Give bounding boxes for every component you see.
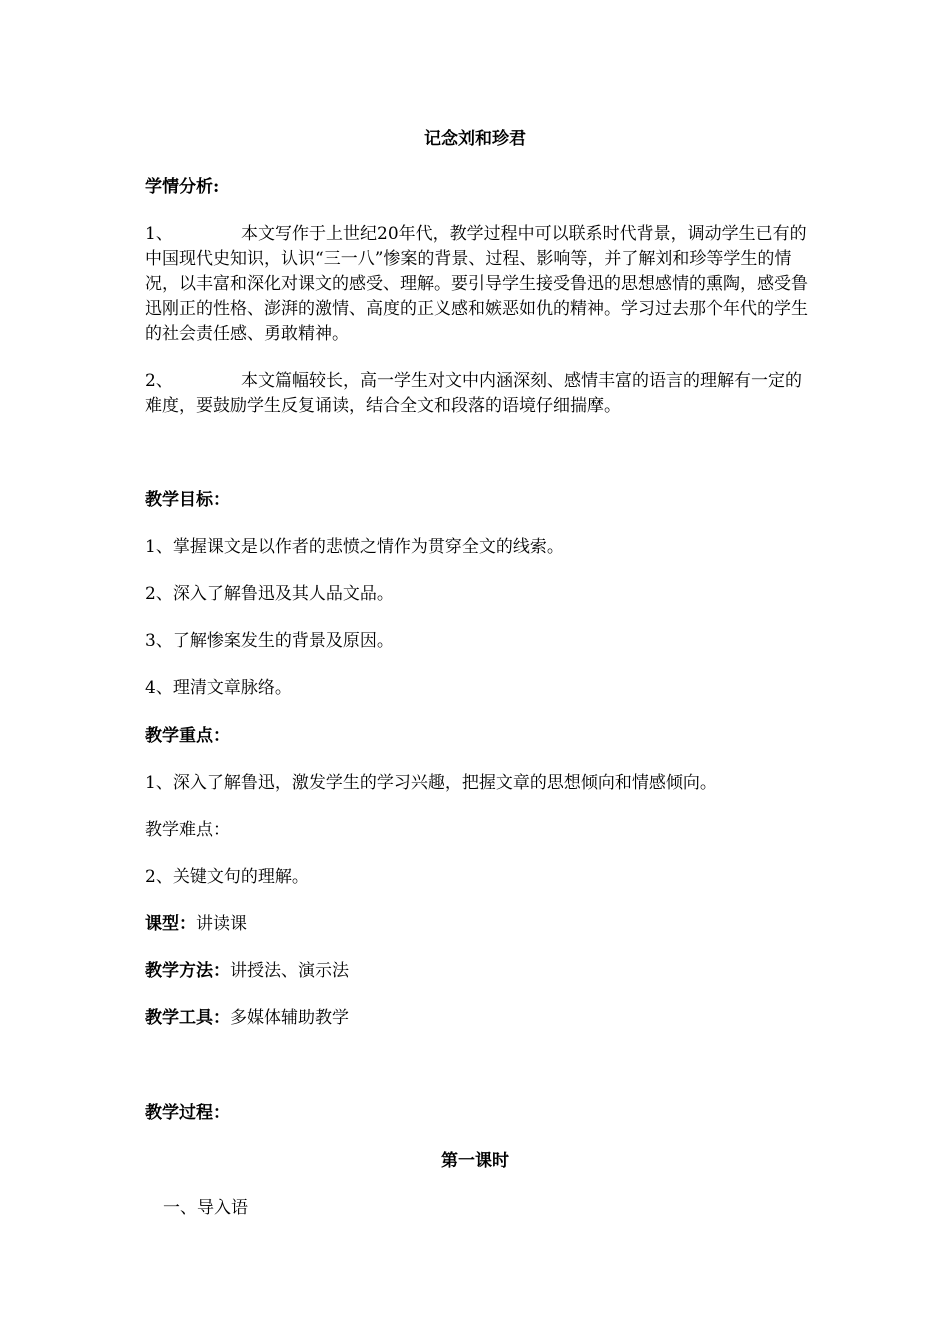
course-type-line bbox=[145, 912, 810, 936]
key-point-item: 1、深入了解鲁迅，激发学生的学习兴趣，把握文章的思想倾向和情感倾向。 bbox=[145, 773, 717, 793]
process-heading: 教学过程： bbox=[145, 1103, 230, 1123]
analysis-item-1 bbox=[145, 222, 810, 347]
key-points-heading: 教学重点： bbox=[145, 726, 230, 746]
analysis-item-1-text: 本文写作于上世纪20年代，教学过程中可以联系时代背景，调动学生已有的中国现代史知识，认识“三一八”惨案的背景、过程、影响等，并了解刘和珍等学生的情况，以丰富和深化对课文的感受、理解。要引导学生接受鲁迅的思想感情的熏陶，感受鲁迅刚正的性格、澎湃的激情、高度的正义感和嫉恶如仇的精神。学习过去那个年代的学生的社会责任感、勇敢精神。 bbox=[145, 224, 808, 344]
goals-heading: 教学目标： bbox=[145, 490, 230, 510]
tools-line bbox=[145, 1006, 810, 1030]
first-step-heading: 一、导入语 bbox=[163, 1198, 248, 1218]
tools-value: 多媒体辅助教学 bbox=[230, 1008, 349, 1028]
course-type-value: 讲读课 bbox=[196, 914, 247, 934]
course-type-label: 课型： bbox=[145, 914, 196, 934]
goal-item-4: 4、理清文章脉络。 bbox=[145, 678, 292, 698]
tools-label: 教学工具： bbox=[145, 1008, 230, 1028]
difficulties-heading: 教学难点： bbox=[145, 820, 230, 840]
analysis-item-2-text: 本文篇幅较长，高一学生对文中内涵深刻、感情丰富的语言的理解有一定的难度，要鼓励学生反复诵读，结合全文和段落的语境仔细揣摩。 bbox=[145, 371, 802, 416]
learning-analysis-heading: 学情分析: bbox=[145, 177, 220, 197]
analysis-item-1-number: 1、 bbox=[145, 224, 173, 244]
document-title: 记念刘和珍君 bbox=[424, 129, 526, 149]
methods-line bbox=[145, 959, 810, 983]
analysis-item-2 bbox=[145, 369, 810, 419]
goal-item-2: 2、深入了解鲁迅及其人品文品。 bbox=[145, 584, 394, 604]
goal-item-3: 3、了解惨案发生的背景及原因。 bbox=[145, 631, 394, 651]
difficulty-item: 2、关键文句的理解。 bbox=[145, 867, 309, 887]
session-heading: 第一课时 bbox=[441, 1151, 509, 1171]
methods-value: 讲授法、演示法 bbox=[230, 961, 349, 981]
goal-item-1: 1、掌握课文是以作者的悲愤之情作为贯穿全文的线索。 bbox=[145, 537, 564, 557]
analysis-item-2-number: 2、 bbox=[145, 371, 173, 391]
methods-label: 教学方法： bbox=[145, 961, 230, 981]
